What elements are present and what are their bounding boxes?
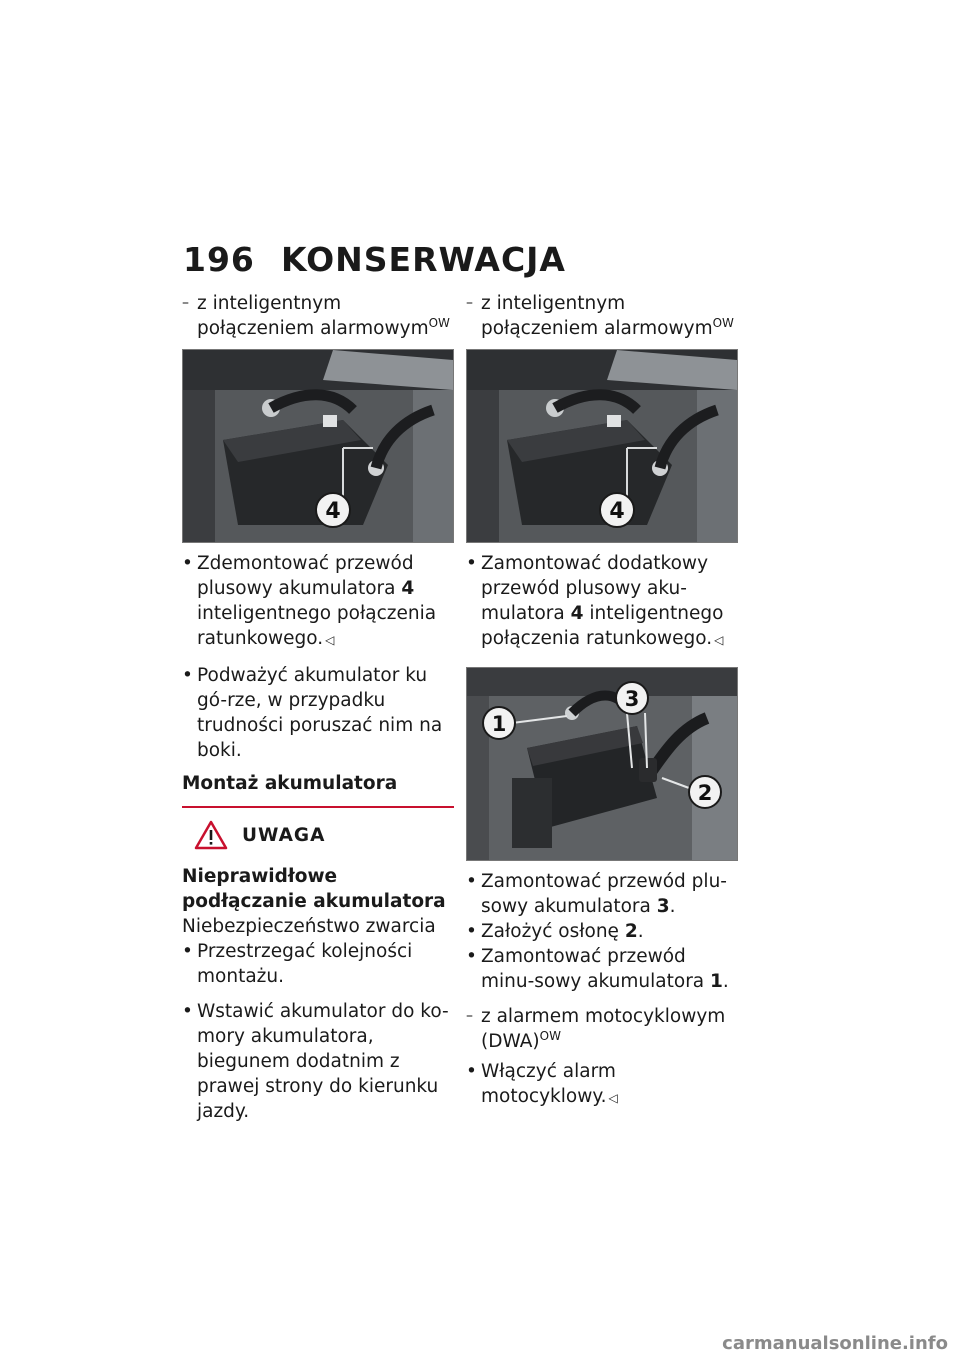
variant-text: z inteligentnym połączeniem alarmowym (481, 293, 713, 339)
warning-title: Nieprawidłowe podłączanie akumulatora (182, 866, 446, 912)
step-ref: 4 (401, 578, 415, 599)
end-mark: ◁ (714, 633, 724, 647)
bullet-marker: • (182, 665, 193, 686)
variant-text: z alarmem motocyklowym (DWA) (481, 1006, 726, 1052)
variant-line (182, 291, 454, 341)
variant-superscript: OW (428, 315, 450, 330)
step-text: Zamontować dodatkowy przewód plusowy aku-mulatora (481, 553, 709, 624)
step-text: Wstawić akumulator do ko-mory akumulatora, biegunem dodatnim z prawej strony do kierunku jazdy. (197, 1001, 449, 1122)
bullet-marker: • (182, 941, 193, 962)
step-text-tail: inteligentnego połączenia ratunkowego. (197, 603, 437, 649)
step-item: • Zamontować przewód minu-sowy akumulatora 1. (466, 946, 729, 992)
photo-callout-4: 4 (325, 499, 341, 524)
bullet-marker: • (182, 553, 193, 574)
step-text: Założyć osłonę (481, 921, 625, 942)
photo-callout-1: 1 (491, 712, 507, 736)
step-item: • Założyć osłonę 2. (466, 921, 644, 942)
bullet-marker: • (466, 946, 477, 967)
dash-marker: – (182, 295, 189, 311)
page-number: 196 (183, 240, 255, 279)
end-mark: ◁ (325, 633, 335, 647)
photo-callout-2: 2 (697, 781, 713, 805)
step-text: Zamontować przewód minu-sowy akumulatora (481, 946, 711, 992)
bullet-marker: • (466, 1061, 477, 1082)
step-item (182, 551, 454, 653)
section-subheading: Montaż akumulatora (182, 773, 398, 794)
warning-header (182, 820, 454, 850)
bullet-marker: • (182, 1001, 193, 1022)
battery-photo-connections (466, 667, 738, 861)
end-mark: ◁ (608, 1091, 618, 1105)
right-column (466, 291, 738, 1111)
step-item (182, 663, 454, 763)
warning-triangle-icon (194, 820, 228, 850)
step-item (466, 551, 738, 653)
variant-line (466, 291, 738, 341)
dash-marker: – (466, 295, 473, 311)
warning-action-text: Przestrzegać kolejności montażu. (197, 941, 413, 987)
bullet-marker: • (466, 871, 477, 892)
photo-callout-3: 3 (624, 687, 640, 711)
battery-photo-install (466, 349, 738, 543)
left-column (182, 291, 454, 1124)
section-title: KONSERWACJA (281, 240, 566, 279)
photo-callout-4: 4 (609, 499, 625, 524)
step-ref: 3 (656, 896, 670, 917)
battery-photo-removal (182, 349, 454, 543)
bullet-marker: • (466, 921, 477, 942)
dash-marker: – (466, 1008, 473, 1024)
warning-box (182, 806, 454, 989)
variant-superscript: OW (539, 1028, 561, 1043)
variant-superscript: OW (712, 315, 734, 330)
bullet-marker: • (466, 553, 477, 574)
warning-hazard: Niebezpieczeństwo zwarcia (182, 916, 436, 937)
variant-line (466, 1004, 738, 1054)
step-ref: 4 (570, 603, 584, 624)
watermark: carmanualsonline.info (722, 1333, 948, 1354)
step-item (182, 999, 454, 1124)
step-ref: 2 (624, 921, 638, 942)
variant-text: z inteligentnym połączeniem alarmowym (197, 293, 429, 339)
step-item: • Zamontować przewód plu-sowy akumulatora 3. (466, 871, 727, 917)
step-ref: 1 (710, 971, 723, 992)
warning-label: UWAGA (242, 824, 326, 846)
page-heading (183, 240, 566, 279)
step-item (466, 1059, 738, 1111)
step-text: Podważyć akumulator ku gó-rze, w przypadku trudności poruszać nim na boki. (197, 665, 443, 761)
step-text: Włączyć alarm motocyklowy. (481, 1061, 616, 1107)
warning-action (182, 939, 454, 989)
step-text-tail: inteligentnego połączenia ratunkowego. (481, 603, 724, 649)
step-text: Zamontować przewód plu-sowy akumulatora (481, 871, 727, 917)
step-text: Zdemontować przewód plusowy akumulatora (197, 553, 414, 599)
